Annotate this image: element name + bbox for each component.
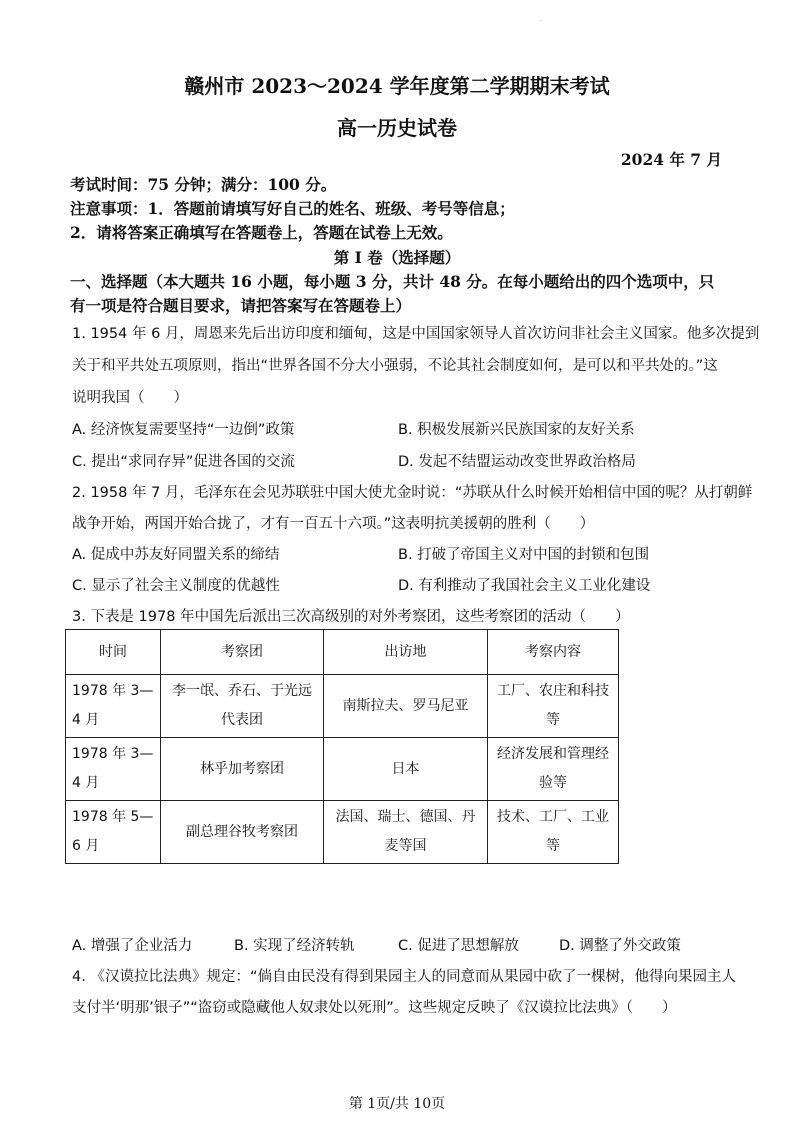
question-3-option-d: D. 调整了外交政策 (559, 938, 681, 954)
section-title: 第 I 卷（选择题） (333, 248, 461, 267)
corner-mark: · (540, 18, 542, 25)
survey-table (65, 629, 619, 864)
question-4-line-1: 4. 《汉谟拉比法典》规定：“倘自由民没有得到果园主人的同意而从果园中砍了一棵树，他得向果园主人 (72, 969, 736, 985)
note-1: 注意事项：1．答题前请填写好自己的姓名、班级、考号等信息； (70, 199, 515, 218)
table-cell-delegation: 副总理谷牧考察团 (161, 801, 324, 864)
question-2-line-2: 战争开始，两国开始合拢了，才有一百五十六项。”这表明抗美援朝的胜利（ ） (72, 516, 595, 532)
question-4-line-2: 支付半‘明那’银子”“盗窃或隐藏他人奴隶处以死刑”。这些规定反映了《汉谟拉比法典》（ ） (72, 1000, 677, 1016)
exam-date: 2024 年 7 月 (620, 150, 722, 169)
exam-title: 赣州市 2023～2024 学年度第二学期期末考试 (184, 74, 610, 98)
question-2-line-1: 2. 1958 年 7 月，毛泽东在会见苏联驻中国大使尤金时说：“苏联从什么时候开始相信中国的呢？从打朝鲜 (72, 485, 753, 501)
question-3-option-a: A. 增强了企业活力 (72, 938, 193, 954)
table-header-content: 考察内容 (488, 630, 619, 675)
table-header-delegation: 考察团 (161, 630, 324, 675)
question-1-option-b: B. 积极发展新兴民族国家的友好关系 (398, 422, 635, 438)
table-cell-content: 工厂、农庄和科技等 (488, 675, 619, 738)
table-row (66, 675, 619, 738)
table-cell-delegation: 林乎加考察团 (161, 738, 324, 801)
question-3-option-b: B. 实现了经济转轨 (234, 938, 355, 954)
table-cell-content: 经济发展和管理经验等 (488, 738, 619, 801)
table-header-destination: 出访地 (324, 630, 488, 675)
table-row (66, 738, 619, 801)
table-cell-destination: 法国、瑞士、德国、丹麦等国 (324, 801, 488, 864)
exam-time: 考试时间：75 分钟；满分：100 分。 (70, 175, 337, 194)
table-cell-delegation: 李一氓、乔石、于光远代表团 (161, 675, 324, 738)
exam-subtitle: 高一历史试卷 (337, 116, 457, 140)
question-1-line-3: 说明我国（ ） (72, 390, 188, 406)
table-cell-destination: 南斯拉夫、罗马尼亚 (324, 675, 488, 738)
question-1-line-1: 1. 1954 年 6 月，周恩来先后出访印度和缅甸，这是中国国家领导人首次访问非社会主义国家。他多次提到 (72, 326, 760, 342)
section-instructions-1: 一、选择题（本大题共 16 小题，每小题 3 分，共计 48 分。在每小题给出的四个选项中，只 (70, 272, 715, 291)
table-header-time: 时间 (66, 630, 161, 675)
question-2-option-c: C. 显示了社会主义制度的优越性 (72, 578, 280, 594)
question-1-option-a: A. 经济恢复需要坚持“一边倒”政策 (72, 422, 295, 438)
table-row (66, 801, 619, 864)
table-cell-time: 1978 年 3—4 月 (66, 675, 161, 738)
question-1-line-2: 关于和平共处五项原则，指出“世界各国不分大小强弱，不论其社会制度如何，是可以和平共处的。”这 (72, 358, 718, 374)
table-cell-content: 技术、工厂、工业等 (488, 801, 619, 864)
section-instructions-2: 有一项是符合题目要求，请把答案写在答题卷上） (70, 296, 412, 315)
question-1-option-c: C. 提出“求同存异”促进各国的交流 (72, 454, 295, 470)
table-cell-time: 1978 年 3—4 月 (66, 738, 161, 801)
question-2-option-a: A. 促成中苏友好同盟关系的缔结 (72, 547, 280, 563)
table-cell-time: 1978 年 5—6 月 (66, 801, 161, 864)
question-3-line-1: 3. 下表是 1978 年中国先后派出三次高级别的对外考察团，这些考察团的活动（ ） (72, 609, 630, 625)
table-header-row (66, 630, 619, 675)
page-number: 第 1页/共 10页 (348, 1096, 446, 1112)
table-cell-destination: 日本 (324, 738, 488, 801)
question-2-option-d: D. 有利推动了我国社会主义工业化建设 (398, 578, 651, 594)
question-2-option-b: B. 打破了帝国主义对中国的封锁和包围 (398, 547, 650, 563)
question-3-option-c: C. 促进了思想解放 (398, 938, 519, 954)
note-2: 2．请将答案正确填写在答题卷上，答题在试卷上无效。 (70, 223, 453, 242)
question-1-option-d: D. 发起不结盟运动改变世界政治格局 (398, 454, 636, 470)
